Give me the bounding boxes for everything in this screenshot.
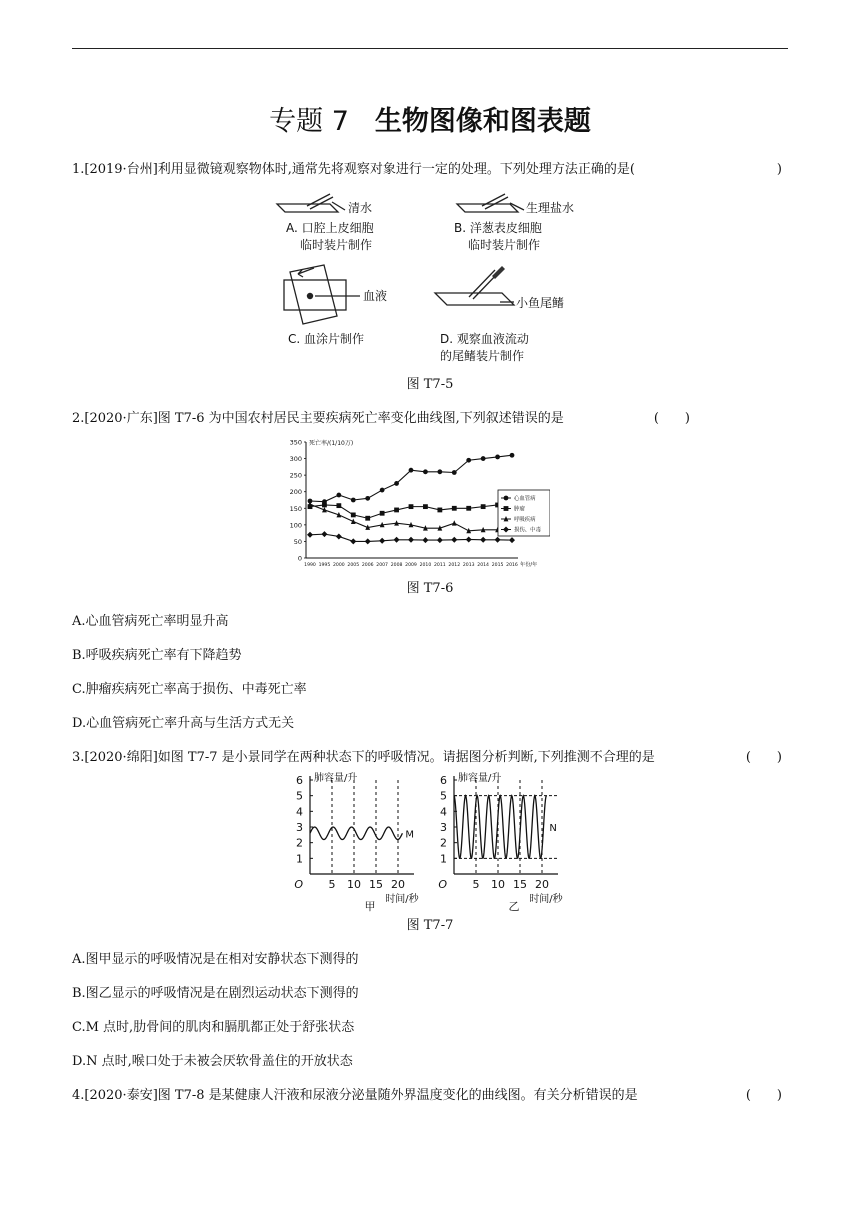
data-point	[481, 456, 486, 461]
origin-label: O	[438, 878, 447, 891]
data-point	[437, 469, 442, 474]
label-c: 血液	[363, 289, 388, 303]
y-tick-label: 200	[289, 488, 302, 497]
x-tick-label: 15	[513, 878, 527, 891]
y-tick-label: 2	[296, 836, 303, 850]
q2-answer-paren: ( )	[653, 411, 690, 426]
data-point	[322, 503, 327, 508]
y-axis-label: 肺容量/升	[314, 773, 358, 784]
data-point	[380, 511, 385, 516]
q1-answer-paren: )	[776, 162, 782, 177]
x-axis-label: 时间/秒	[385, 894, 419, 905]
point-label: N	[549, 823, 557, 834]
data-point	[422, 537, 428, 543]
q1-stem: 1.[2019·台州]利用显微镜观察物体时,通常先将观察对象进行一定的处理。下列处理方法正确的是( )	[72, 162, 782, 177]
caption-b-2: 临时装片制作	[468, 238, 541, 252]
x-tick-label: 20	[391, 878, 405, 891]
data-point	[409, 468, 414, 473]
x-tick-label: 2000	[333, 563, 345, 568]
caption-d-2: 的尾鳍装片制作	[440, 349, 525, 363]
x-tick-label: 2007	[376, 563, 388, 568]
x-tick-label: 1990	[304, 563, 316, 568]
caption-d-1: D. 观察血液流动	[440, 332, 529, 346]
point-label: M	[405, 829, 415, 841]
x-tick-label: 2012	[448, 563, 461, 568]
figure-t7-5	[270, 190, 590, 368]
y-tick-label: 1	[440, 852, 447, 866]
label-d: 小鱼尾鳍	[516, 296, 565, 310]
data-point	[466, 506, 471, 511]
label-b: 生理盐水	[526, 201, 575, 215]
q2-option-b: B.呼吸疾病死亡率有下降趋势	[72, 648, 242, 663]
data-point	[495, 455, 500, 460]
data-point	[452, 506, 457, 511]
data-point	[394, 481, 399, 486]
legend-label: 损伤、中毒	[514, 527, 541, 534]
y-tick-label: 5	[296, 789, 303, 803]
q4-stem: 4.[2020·泰安]图 T7-8 是某健康人汗液和尿液分泌量随外界温度变化的曲线图。有关分析错误的是 ( )	[72, 1088, 782, 1103]
y-tick-label: 150	[289, 504, 302, 513]
figure-t7-6-chart	[280, 434, 550, 574]
y-tick-label: 0	[297, 554, 302, 563]
legend-marker	[504, 506, 509, 511]
data-point	[510, 453, 515, 458]
q2-option-c: C.肿瘤疾病死亡率高于损伤、中毒死亡率	[72, 682, 307, 697]
y-tick-label: 300	[289, 455, 302, 464]
series-2	[308, 501, 515, 521]
header-rule	[72, 48, 788, 49]
title-main: 生物图像和图表题	[374, 106, 591, 137]
data-point	[336, 503, 341, 508]
data-point	[495, 537, 501, 543]
x-tick-label: 2010	[419, 563, 432, 568]
slide-d-icon	[435, 293, 514, 305]
x-tick-label: 2015	[491, 563, 504, 568]
q3-answer-paren: ( )	[745, 750, 782, 765]
data-point	[351, 513, 356, 518]
x-tick-label: 2016	[506, 563, 518, 568]
legend-label: 肿瘤	[514, 506, 525, 513]
data-point	[509, 537, 515, 543]
caption-c-1: C. 血涂片制作	[288, 332, 365, 346]
x-tick-label: 2014	[477, 563, 489, 568]
figure-t7-7-yi-chart	[432, 770, 577, 912]
y-tick-label: 100	[289, 521, 302, 530]
data-point	[336, 533, 342, 539]
legend-marker	[504, 496, 509, 501]
y-tick-label: 3	[296, 821, 303, 834]
y-tick-label: 4	[296, 805, 303, 819]
x-axis-label: 年份/年	[520, 562, 538, 568]
data-point	[365, 516, 370, 521]
data-point	[437, 508, 442, 513]
data-point	[466, 458, 471, 463]
data-point	[480, 537, 486, 543]
q3-stem: 3.[2020·绵阳]如图 T7-7 是小景同学在两种状态下的呼吸情况。请据图分析判断,下列推测不合理的是 ( )	[72, 750, 782, 765]
y-tick-label: 1	[296, 852, 303, 866]
data-point	[350, 538, 356, 544]
legend-label: 呼吸疾病	[514, 517, 536, 523]
figure-t7-7-jia-chart	[288, 770, 428, 912]
x-tick-label: 2013	[462, 563, 475, 568]
x-tick-label: 2008	[390, 563, 403, 568]
series-4	[307, 531, 515, 544]
title-lead: 专题 7	[269, 106, 349, 137]
x-tick-label: 2011	[434, 563, 446, 568]
y-axis-label: 死亡率/(1/10万)	[309, 440, 354, 447]
data-point	[408, 537, 414, 543]
data-point	[409, 504, 414, 509]
y-tick-label: 50	[293, 537, 302, 546]
data-point	[481, 504, 486, 509]
data-point	[437, 537, 443, 543]
caption-a-1: A. 口腔上皮细胞	[286, 221, 374, 235]
x-tick-label: 1995	[318, 563, 331, 568]
y-tick-label: 2	[440, 836, 447, 850]
panel-label: 甲	[364, 900, 376, 912]
x-tick-label: 15	[369, 878, 383, 891]
data-point	[452, 470, 457, 475]
data-point	[394, 537, 400, 543]
y-tick-label: 4	[440, 805, 447, 819]
origin-label: O	[294, 878, 303, 891]
figure-t7-7-caption: 图 T7-7	[406, 918, 454, 933]
q3-option-d: D.N 点时,喉口处于未被会厌软骨盖住的开放状态	[72, 1054, 353, 1069]
y-tick-label: 6	[296, 774, 303, 787]
y-tick-label: 5	[440, 789, 447, 803]
data-point	[452, 520, 457, 525]
y-tick-label: 6	[440, 774, 447, 787]
panel-label: 乙	[508, 900, 520, 912]
figure-t7-5-caption: 图 T7-5	[406, 377, 454, 392]
x-tick-label: 10	[347, 878, 361, 891]
data-point	[423, 504, 428, 509]
data-point	[423, 469, 428, 474]
y-tick-label: 3	[440, 821, 447, 834]
x-tick-label: 10	[491, 878, 505, 891]
data-point	[379, 538, 385, 544]
q3-option-c: C.M 点时,肋骨间的肌肉和膈肌都正处于舒张状态	[72, 1020, 355, 1035]
q3-option-a: A.图甲显示的呼吸情况是在相对安静状态下测得的	[72, 952, 359, 967]
lung-volume-curve	[454, 796, 546, 858]
data-point	[394, 508, 399, 513]
x-tick-label: 2006	[361, 563, 374, 568]
data-point	[466, 536, 472, 542]
page-title	[0, 104, 860, 140]
data-point	[336, 493, 341, 498]
x-axis-label: 时间/秒	[529, 894, 563, 905]
q4-answer-paren: ( )	[745, 1088, 782, 1103]
q3-option-b: B.图乙显示的呼吸情况是在剧烈运动状态下测得的	[72, 986, 359, 1001]
figure-t7-6-caption: 图 T7-6	[406, 581, 454, 596]
series-1	[308, 453, 515, 504]
caption-a-2: 临时装片制作	[300, 238, 373, 252]
data-point	[307, 532, 313, 538]
data-point	[451, 537, 457, 543]
q2-stem: 2.[2020·广东]图 T7-6 为中国农村居民主要疾病死亡率变化曲线图,下列叙述错误的是 ( )	[72, 411, 690, 426]
spreader-c-icon	[290, 265, 337, 324]
lung-volume-curve	[310, 827, 402, 840]
q2-option-d: D.心血管病死亡率升高与生活方式无关	[72, 716, 295, 731]
data-point	[380, 488, 385, 493]
x-tick-label: 5	[472, 878, 480, 891]
data-point	[321, 531, 327, 537]
x-tick-label: 2009	[405, 563, 417, 568]
data-point	[351, 498, 356, 503]
q2-option-a: A.心血管病死亡率明显升高	[72, 614, 229, 629]
data-point	[365, 496, 370, 501]
data-point	[365, 538, 371, 544]
caption-b-1: B. 洋葱表皮细胞	[454, 221, 542, 235]
label-a: 清水	[348, 201, 373, 215]
x-tick-label: 5	[328, 878, 336, 891]
x-tick-label: 20	[535, 878, 549, 891]
legend-label: 心血管病	[514, 496, 536, 502]
y-axis-label: 肺容量/升	[458, 773, 502, 784]
y-tick-label: 350	[289, 438, 302, 447]
x-tick-label: 2005	[347, 563, 360, 568]
y-tick-label: 250	[289, 471, 302, 480]
